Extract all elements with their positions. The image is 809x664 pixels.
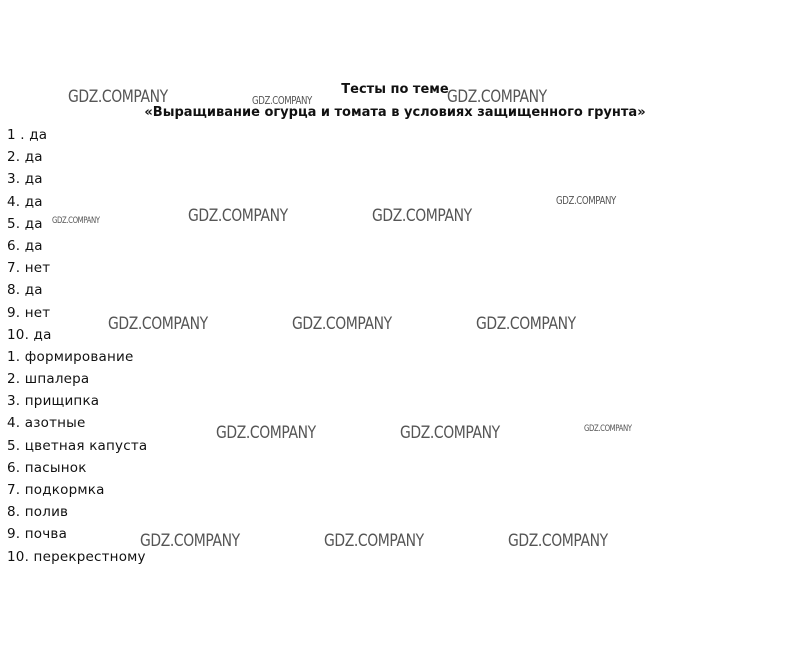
answer-item: 10. перекрестному <box>7 548 146 565</box>
watermark: GDZ.COMPANY <box>252 95 312 107</box>
answer-item: 1 . да <box>7 127 48 143</box>
answer-item: 7. подкормка <box>7 482 105 498</box>
watermark: GDZ.COMPANY <box>447 87 547 107</box>
watermark: GDZ.COMPANY <box>292 314 392 334</box>
watermark: GDZ.COMPANY <box>108 314 208 334</box>
answer-item: 3. прищипка <box>7 393 100 410</box>
answer-item: 4. азотные <box>7 415 86 432</box>
watermark: GDZ.COMPANY <box>52 216 100 226</box>
watermark: GDZ.COMPANY <box>216 423 316 443</box>
answer-item: 2. шпалера <box>7 371 90 388</box>
document-title-line1: Тесты по теме <box>341 82 449 97</box>
answer-item: 4. да <box>7 193 43 210</box>
watermark: GDZ.COMPANY <box>140 531 240 551</box>
answer-item: 6. да <box>7 237 43 254</box>
watermark: GDZ.COMPANY <box>508 531 608 551</box>
watermark: GDZ.COMPANY <box>324 531 424 551</box>
answer-item: 1. формирование <box>7 348 134 365</box>
answers-list <box>7 126 147 570</box>
answer-item: 10. да <box>7 326 52 343</box>
answer-item: 7. нет <box>7 260 51 277</box>
document-title-line2: «Выращивание огурца и томата в условиях защищенного грунта» <box>144 105 646 120</box>
answer-item: 9. нет <box>7 304 51 321</box>
watermark: GDZ.COMPANY <box>68 87 168 107</box>
answer-item: 8. полив <box>7 504 69 521</box>
answer-item: 6. пасынок <box>7 459 87 476</box>
answer-item: 5. цветная капуста <box>7 437 148 454</box>
answer-item: 5. да <box>7 215 43 232</box>
watermark: GDZ.COMPANY <box>400 423 500 443</box>
answer-item: 9. почва <box>7 526 68 543</box>
watermark: GDZ.COMPANY <box>188 206 288 226</box>
watermark: GDZ.COMPANY <box>556 195 616 207</box>
watermark: GDZ.COMPANY <box>584 424 632 434</box>
answer-item: 8. да <box>7 282 43 299</box>
answer-item: 2. да <box>7 149 43 166</box>
watermark: GDZ.COMPANY <box>372 206 472 226</box>
watermark: GDZ.COMPANY <box>476 314 576 334</box>
answer-item: 3. да <box>7 171 43 188</box>
